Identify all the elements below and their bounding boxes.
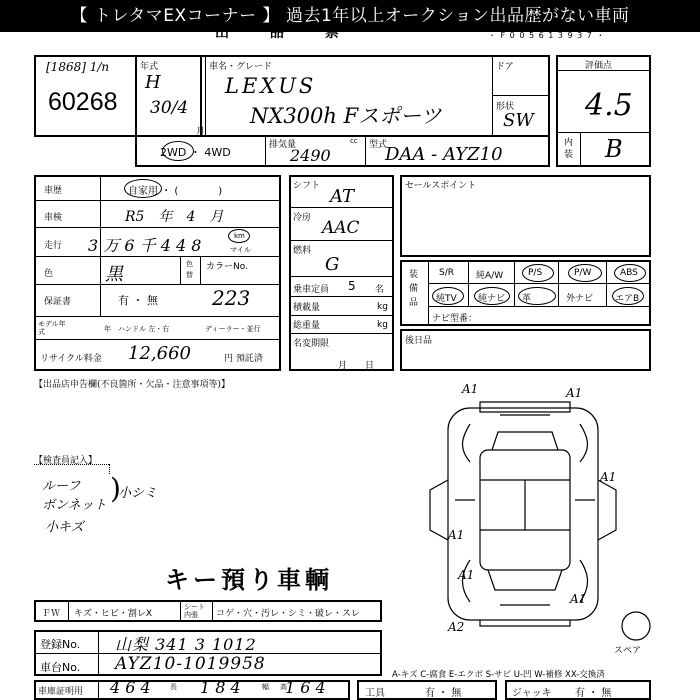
weight-unit: kg: [377, 320, 388, 330]
year-value: 30/4: [150, 98, 189, 118]
garage-cert-label: 車庫証明用: [38, 687, 84, 697]
warranty-value: 有 ・ 無: [118, 294, 158, 307]
store-notes-label: 【出品店申告欄(不良箇所・欠品・注意事項等)】: [34, 380, 231, 390]
inspector-label: 【検査員記入】: [34, 456, 98, 466]
diagram-mark-2: A1: [566, 386, 583, 400]
fw-value: キズ・ヒビ・割レX: [74, 609, 152, 619]
rear-left-arch: [463, 424, 471, 462]
after-items-label: 後日品: [405, 336, 433, 346]
sheet-title: 出 品 票: [215, 25, 357, 41]
chassis-label: 車台No.: [40, 661, 81, 674]
fuel-label: 燃料: [293, 246, 312, 256]
diagram-mark-5: A1: [600, 470, 617, 484]
inspector-note-bonnet: ボンネット: [42, 498, 107, 513]
car-maker: LEXUS: [225, 74, 317, 98]
jack-label: ジャッキ: [512, 688, 552, 699]
front-bumper: [480, 620, 570, 626]
equip-sr: S/R: [439, 268, 454, 278]
equip-power-steering: P/S: [528, 268, 543, 278]
diagram-mark-1: A1: [462, 382, 479, 396]
mileage-label: 走行: [44, 241, 63, 251]
displacement-unit: cc: [350, 137, 358, 145]
sheet-code: ・ F 0 0 5 6 1 3 9 3 7 ・: [488, 31, 606, 40]
capacity-label: 乗車定員: [293, 285, 330, 295]
inspection-value: R5 年 4 月: [125, 209, 224, 225]
cert-width-unit: 幅: [262, 683, 269, 691]
equipment-label: 装備品: [409, 270, 419, 308]
capacity-unit: 名: [375, 285, 385, 295]
diagram-mark-4: A1: [458, 568, 475, 582]
mileage-km: km: [234, 232, 245, 240]
equip-navi: 純ナビ: [478, 294, 506, 304]
interior-label: 内装: [564, 138, 574, 160]
mileage-mile: マイル: [230, 246, 251, 254]
color-no-value: 223: [212, 286, 251, 310]
history-value: 自家用 ・ ( ): [128, 186, 223, 197]
history-label: 車歴: [44, 186, 63, 196]
details-box: [34, 175, 281, 371]
name-change-unit: 月 日: [338, 361, 375, 371]
spare-label: スペア: [614, 646, 642, 656]
load-unit: kg: [377, 302, 388, 312]
color-change-label: 色替: [186, 260, 193, 279]
score-label: 評価点: [585, 61, 613, 71]
inspection-label: 車検: [44, 213, 63, 223]
inspector-note-roof: ルーフ: [42, 479, 81, 494]
equip-tv: 純TV: [436, 294, 457, 304]
name-change-label: 名変期限: [293, 339, 330, 349]
model-year-suffix: 年: [104, 325, 111, 333]
right-door: [598, 480, 616, 540]
sales-point-label: セールスポイント: [405, 181, 477, 191]
recycle-suffix: 円 預託済: [224, 354, 263, 364]
after-items-box: [400, 329, 651, 371]
color-value: 黒: [105, 264, 123, 285]
key-note: キー預り車輌: [165, 565, 333, 594]
seat-label: シート内張: [184, 603, 205, 619]
tools-label: 工具: [365, 688, 385, 699]
spare-tire: [622, 612, 650, 640]
navi-model-label: ナビ型番：: [432, 314, 478, 324]
fw-label: ＦＷ: [42, 609, 61, 619]
score-value: 4.5: [585, 88, 633, 123]
cert-length: 4 6 4: [110, 678, 151, 697]
diagram-mark-7: A2: [448, 620, 465, 634]
damage-legend: A-キズ C-腐食 E-エクボ S-サビ U-凹 W-補修 XX-交換済: [392, 670, 605, 680]
lot-tag: [1868] 1/n: [46, 60, 110, 74]
auction-banner: 【 トレタマEXコーナー 】 過去1年以上オークション出品歴がない車両: [0, 0, 700, 32]
car-grade: NX300h Fスポーツ: [250, 104, 442, 128]
brace-mark: ): [110, 472, 121, 505]
cert-width: 1 8 4: [200, 678, 241, 697]
diagram-mark-6: A1: [570, 592, 587, 606]
equip-abs: ABS: [620, 268, 638, 278]
registration-value: 山梨 341 3 1012: [115, 635, 257, 654]
rear-right-arch: [580, 424, 588, 462]
car-body-outline: [448, 408, 598, 620]
tools-value: 有 ・ 無: [425, 688, 462, 699]
cert-length-unit: 長: [170, 683, 177, 691]
shift-label: シフト: [293, 181, 321, 191]
inspector-note-small-scratch: 小キズ: [45, 520, 84, 535]
warranty-label: 保証書: [44, 297, 72, 307]
mileage-value: 3 万 6 千 4 4 8: [88, 236, 202, 255]
aircon-label: 冷房: [293, 213, 312, 223]
model-type-label: 型式: [369, 140, 388, 150]
capacity-value: 5: [348, 279, 356, 293]
door-label: ドア: [496, 62, 514, 72]
rear-window: [492, 432, 558, 450]
shape-label: 形状: [496, 102, 515, 112]
dealer-type: ディーラー・並行: [205, 325, 261, 333]
damage-diagram: [400, 380, 660, 650]
registration-label: 登録No.: [40, 638, 81, 651]
left-door: [430, 480, 448, 540]
rear-bumper: [480, 402, 570, 412]
shift-value: AT: [330, 186, 355, 207]
jack-value: 有 ・ 無: [575, 688, 612, 699]
load-label: 積載量: [293, 303, 321, 313]
recycle-label: リサイクル料金: [40, 354, 102, 364]
drive-type: 2WD ・ 4WD: [160, 146, 231, 159]
shape-value: SW: [503, 110, 534, 131]
model-year-label: モデル年式: [38, 320, 66, 336]
inspector-note-stain: 小シミ: [118, 486, 158, 501]
displacement-label: 排気量: [269, 140, 297, 150]
weight-label: 総重量: [293, 321, 321, 331]
displacement-value: 2490: [290, 146, 331, 165]
color-label: 色: [44, 269, 54, 279]
cert-height-unit: 高: [280, 683, 287, 691]
diagram-mark-3: A1: [448, 528, 465, 542]
chassis-value: AYZ10-1019958: [115, 654, 266, 674]
interior-value: B: [605, 135, 623, 163]
equip-alloy-wheel: 純A/W: [476, 271, 504, 281]
fuel-value: G: [325, 254, 340, 275]
equip-leather: 革: [522, 294, 532, 304]
aircon-value: AAC: [322, 218, 360, 238]
handle-side: ハンドル 左・右: [118, 325, 170, 333]
car-name-label: 車名・グレード: [209, 62, 273, 72]
color-no-label: カラーNo.: [206, 262, 248, 272]
model-type-value: DAA - AYZ10: [385, 144, 503, 165]
equip-ext-navi: 外ナビ: [566, 294, 594, 304]
year-month-suffix: 月: [196, 127, 206, 137]
recycle-value: 12,660: [128, 343, 191, 364]
equip-airbag: エアB: [615, 294, 640, 304]
lot-number: 60268: [48, 88, 118, 116]
windshield: [488, 570, 562, 590]
year-label: 年式: [140, 62, 159, 72]
cert-height: 1 6 4: [285, 678, 326, 697]
equip-power-window: P/W: [574, 268, 592, 278]
year-era: H: [145, 72, 161, 93]
seat-value: コゲ・穴・汚レ・シミ・破レ・スレ: [216, 609, 361, 619]
